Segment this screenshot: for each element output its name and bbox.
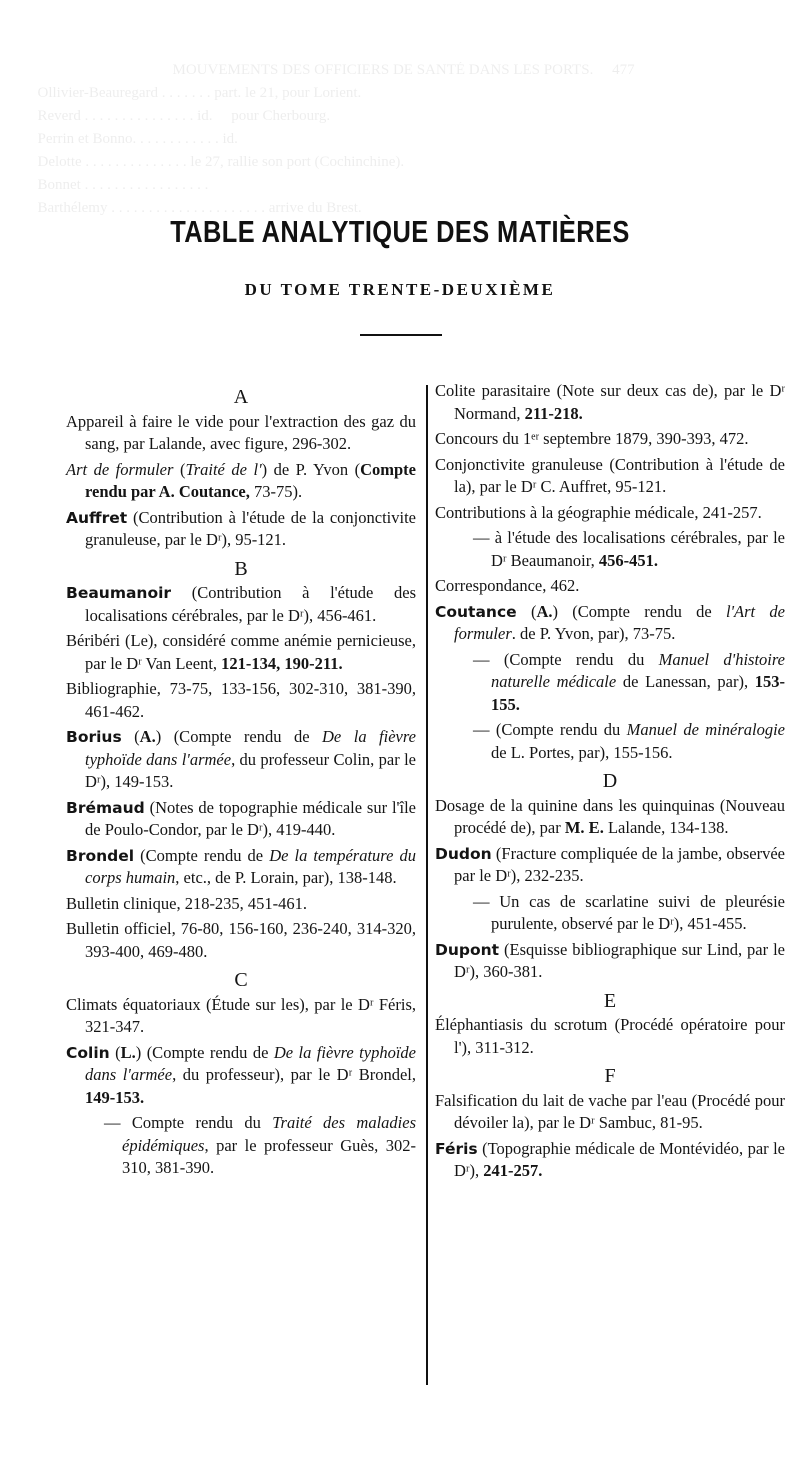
entry-text: ( <box>516 601 537 621</box>
entry-text: Concours du 1ᵉʳ septembre 1879, 390-393, 472. <box>435 429 749 448</box>
entry-author: Colin <box>66 1043 110 1062</box>
entry-text: (Notes de topographie médicale sur l'île de Poulo-Condor, par le Dʳ), 419-440. <box>85 797 416 839</box>
entry-text: (Contribution à l'étude des localisations cérébrales, par le Dʳ), 456-461. <box>85 583 416 625</box>
entry-text: Appareil à faire le vide pour l'extraction des gaz du sang, par Lalande, avec figure, 296-302. <box>66 411 416 453</box>
entry-text: Manuel d'histoire naturelle médicale <box>491 649 785 691</box>
index-entry <box>66 459 416 504</box>
index-entry <box>435 1138 785 1183</box>
entry-author: Brémaud <box>66 798 145 817</box>
bleed-line: MOUVEMENTS DES OFFICIERS DE SANTÉ DANS LES PORTS. 477 <box>0 62 635 78</box>
entry-author: Dupont <box>435 940 500 959</box>
entry-text: Traité de l' <box>185 459 262 479</box>
entry-text: Colite parasitaire (Note sur deux cas de), par le Dʳ Normand, <box>435 381 785 423</box>
entry-author: Beaumanoir <box>66 584 172 602</box>
index-entry <box>66 893 416 916</box>
entry-text: Climats équatoriaux (Étude sur les), par le Dʳ Féris, 321-347. <box>66 994 416 1036</box>
entry-text: Conjonctivite granuleuse (Contribution à l'étude de la), par le Dʳ C. Auffret, 95-121. <box>435 454 785 496</box>
entry-text: (Contribution à l'étude de la conjonctivite granuleuse, par le Dʳ), 95-121. <box>85 507 416 549</box>
entry-text: — (Compte rendu du <box>473 649 659 669</box>
entry-text: ( <box>173 459 186 479</box>
page-subtitle: DU TOME TRENTE-DEUXIÈME <box>244 280 556 299</box>
entry-text: M. E. <box>564 818 604 837</box>
entry-text: — Un cas de scarlatine suivi de pleurésie purulente, observé par le Dʳ), 451-455. <box>473 891 785 933</box>
entry-text: L. <box>120 1042 136 1062</box>
index-entry <box>66 994 416 1039</box>
entry-text: Correspondance, 462. <box>435 576 580 595</box>
entry-text: 73-75). <box>249 482 303 501</box>
entry-text: (Fracture compliquée de la jambe, observée par le Dʳ), 232-235. <box>454 843 785 885</box>
entry-text: Falsification du lait de vache par l'eau (Procédé pour dévoiler la), par le Dʳ Sambuc, 81-95. <box>435 1090 785 1132</box>
entry-text: , du professeur Colin, par le Dʳ), 149-153. <box>85 749 416 791</box>
bleed-line: Perrin et Bonno. . . . . . . . . . . . id. <box>0 131 238 147</box>
entry-text: 153-155. <box>491 672 786 714</box>
entry-text: Béribéri (Le), considéré comme anémie pernicieuse, par le Dʳ Van Leent, <box>66 631 416 673</box>
entry-text: Bibliographie, 73-75, 133-156, 302-310, 381-390, 461-462. <box>66 679 416 721</box>
index-entry <box>66 582 416 627</box>
entry-text: Éléphantiasis du scrotum (Procédé opératoire pour l'), 311-312. <box>435 1015 785 1057</box>
entry-text: Bulletin clinique, 218-235, 451-461. <box>66 893 308 913</box>
entry-text: , etc., de P. Lorain, par), 138-148. <box>175 868 397 887</box>
entry-text: Dosage de la quinine dans les quinquinas (Nouveau procédé de), par <box>435 795 785 837</box>
entry-author: Coutance <box>435 602 517 621</box>
entry-text: Lalande, 134-138. <box>603 818 729 837</box>
entry-author: Borius <box>66 728 122 746</box>
entry-text: — Compte rendu du <box>104 1113 273 1132</box>
bleed-line: Delotte . . . . . . . . . . . . . . le 27, rallie son port (Cochinchine). <box>0 154 405 170</box>
bleed-line: Ollivier-Beauregard . . . . . . . part. le 21, pour Lorient. <box>0 85 362 101</box>
index-subentry <box>435 891 785 936</box>
page-title: TABLE ANALYTIQUE DES MATIÈRES <box>170 214 630 249</box>
right-column <box>435 380 785 1186</box>
index-entry <box>66 797 416 842</box>
index-entry <box>66 726 416 794</box>
index-entry <box>435 428 785 451</box>
section-letter: F <box>604 1065 616 1087</box>
section-letter: E <box>603 989 617 1012</box>
entry-text: 456-451. <box>598 550 658 570</box>
title-rule <box>360 334 442 336</box>
entry-text: 241-257. <box>483 1161 543 1180</box>
entry-text: l'Art de formuler <box>454 601 785 643</box>
index-subentry <box>66 1112 416 1180</box>
index-entry <box>66 845 416 890</box>
index-entry <box>435 939 785 984</box>
index-entry <box>66 678 416 723</box>
entry-text: ) de P. Yvon ( <box>261 459 361 479</box>
index-entry <box>435 454 785 499</box>
entry-text: 211-218. <box>524 403 583 423</box>
index-entry <box>435 380 785 425</box>
entry-text: ) (Compte rendu de <box>135 1042 274 1062</box>
bleed-line: Reverd . . . . . . . . . . . . . . . id. pour Cherbourg. <box>0 108 331 124</box>
entry-author: Brondel <box>66 846 135 865</box>
bleed-line: Bonnet . . . . . . . . . . . . . . . . . <box>0 177 209 193</box>
entry-text: de Lanessan, par), <box>616 672 755 691</box>
entry-text: A. <box>536 601 553 621</box>
entry-text: A. <box>139 727 156 746</box>
entry-text: Bulletin officiel, 76-80, 156-160, 236-240, 314-320, 393-400, 469-480. <box>66 919 416 961</box>
entry-text: — à l'étude des localisations cérébrales, par le Dʳ Beaumanoir, <box>473 528 785 570</box>
entry-text: 121-134, 190-211. <box>221 653 343 673</box>
index-subentry <box>435 527 785 572</box>
entry-text: ( <box>121 727 140 746</box>
entry-text: , par le professeur Guès, 302-310, 381-390. <box>122 1135 416 1177</box>
entry-text: . de P. Yvon, par), 73-75. <box>511 624 676 643</box>
index-entry <box>435 795 785 840</box>
bleed-line: Barthélemy . . . . . . . . . . . . . . . . . . . . . arrive du Brest. <box>0 200 362 216</box>
index-entry <box>66 918 416 963</box>
index-entry <box>435 601 785 646</box>
entry-text: de L. Portes, par), 155-156. <box>491 742 673 762</box>
entry-text: , du professeur), par le Dʳ Brondel, <box>172 1065 416 1084</box>
entry-author: Auffret <box>66 508 128 527</box>
entry-text: Compte rendu par A. Coutance, <box>85 459 416 501</box>
section-letter: B <box>234 557 248 580</box>
index-subentry <box>435 649 785 717</box>
column-divider <box>426 385 428 1385</box>
entry-text: ) (Compte rendu de <box>155 727 323 746</box>
section-letter: C <box>234 969 248 991</box>
entry-author: Dudon <box>435 844 492 863</box>
entry-text: Contributions à la géographie médicale, 241-257. <box>435 502 762 522</box>
entry-text: — (Compte rendu du <box>473 720 627 739</box>
entry-text: De la fièvre typhoïde dans l'armée <box>85 727 416 769</box>
index-entry <box>66 411 416 456</box>
entry-text: (Compte rendu de <box>134 845 270 865</box>
left-column <box>66 380 416 1183</box>
section-letter: A <box>233 386 249 408</box>
entry-text: ) (Compte rendu de <box>552 601 726 621</box>
index-subentry <box>435 719 785 764</box>
index-entry <box>435 1014 785 1059</box>
entry-text: ( <box>109 1042 121 1062</box>
index-entry <box>435 1090 785 1135</box>
entry-text: De la fièvre typhoïde dans l'armée <box>85 1042 417 1084</box>
index-entry <box>435 502 785 525</box>
entry-text: Art de formuler <box>66 459 174 479</box>
entry-text: Traité des maladies épidémiques <box>122 1113 416 1155</box>
section-letter: D <box>602 770 618 792</box>
index-entry <box>435 843 785 888</box>
index-entry <box>435 575 785 598</box>
entry-text: (Topographie médicale de Montévidéo, par le Dʳ), <box>454 1138 785 1180</box>
entry-text: 149-153. <box>85 1087 145 1107</box>
entry-text: Manuel de minéralogie <box>626 720 785 739</box>
index-entry <box>66 630 416 675</box>
index-entry <box>66 507 416 552</box>
index-entry <box>66 1042 416 1110</box>
entry-text: De la température du corps humain <box>85 845 416 887</box>
entry-text: (Esquisse bibliographique sur Lind, par le Dʳ), 360-381. <box>454 939 785 981</box>
entry-author: Féris <box>435 1139 478 1158</box>
